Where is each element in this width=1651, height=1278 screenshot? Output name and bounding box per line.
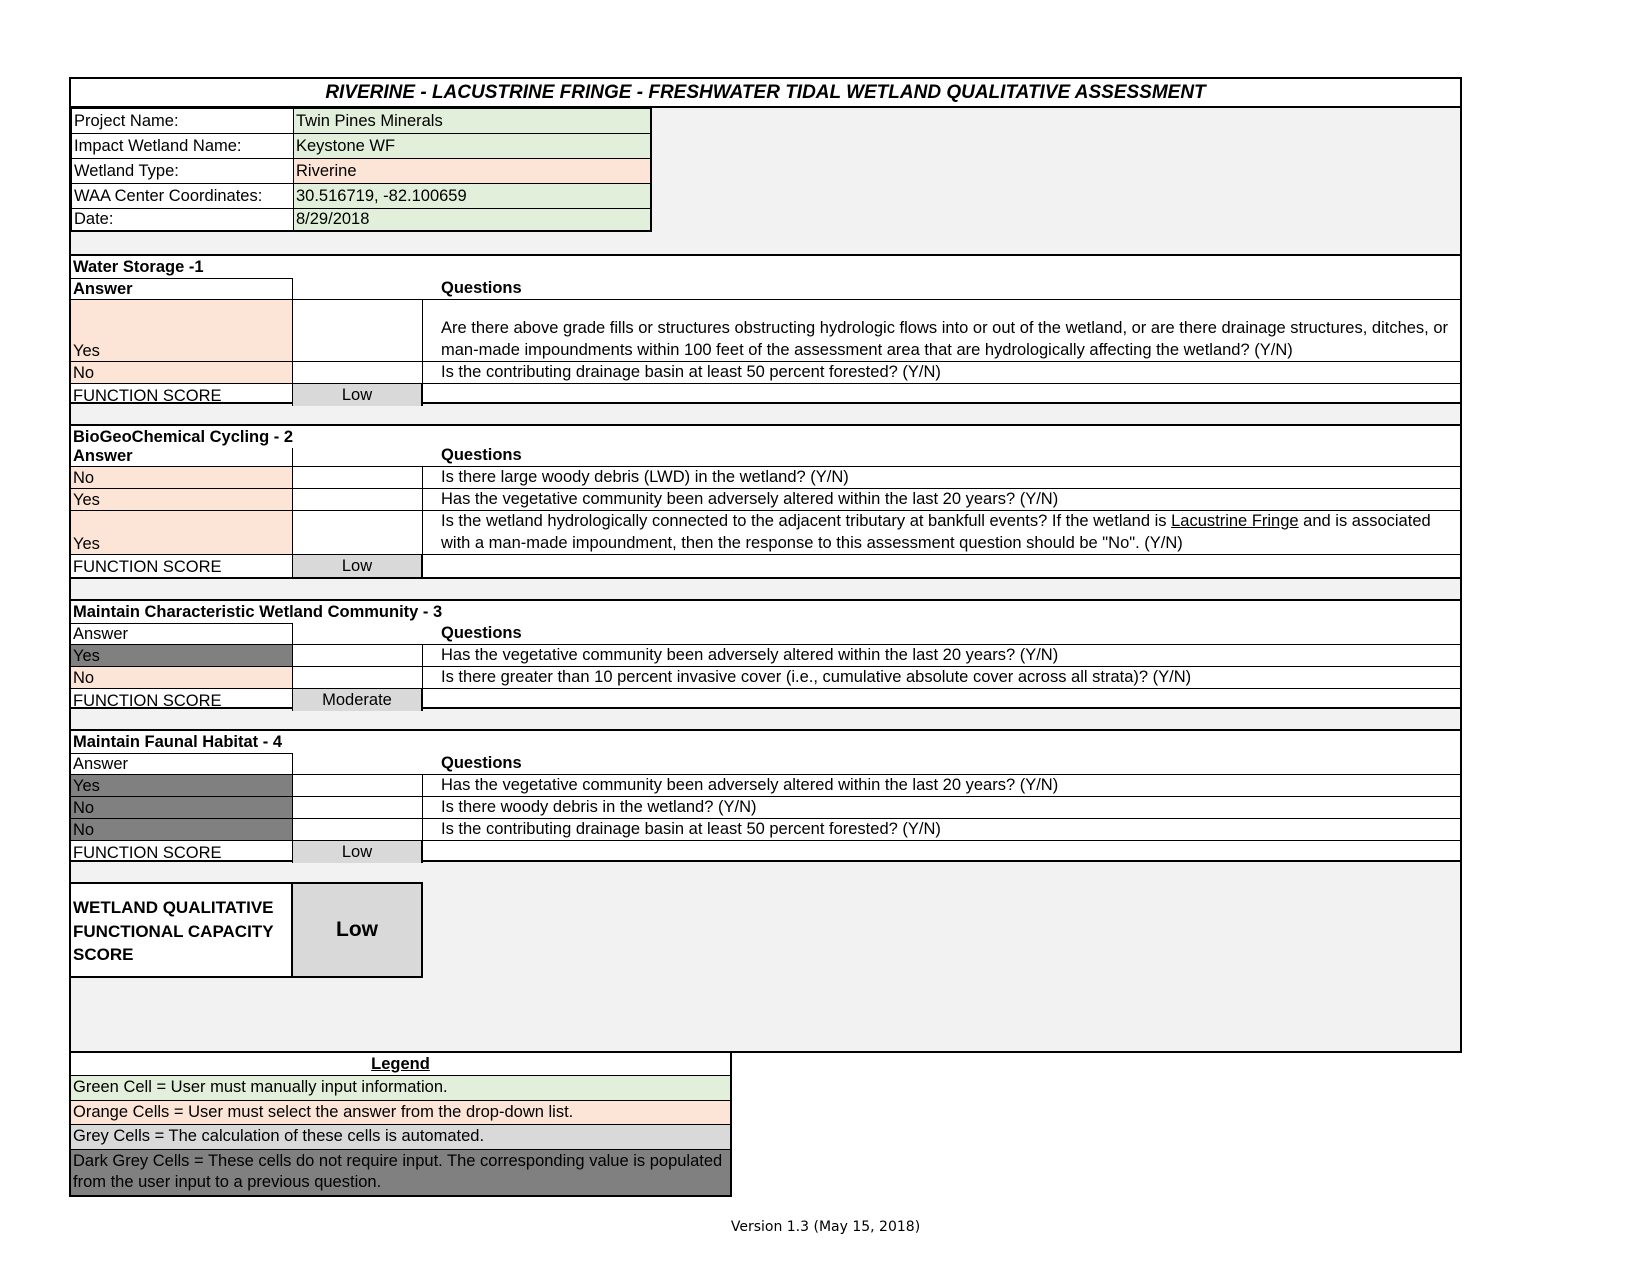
assessment-sheet: [69, 77, 1462, 1053]
question-text: Is there large woody debris (LWD) in the wetland? (Y/N): [441, 467, 849, 486]
section-title: BioGeoChemical Cycling - 2: [73, 428, 294, 446]
coords-label: WAA Center Coordinates:: [72, 184, 294, 209]
section-title: Maintain Faunal Habitat - 4: [73, 733, 283, 751]
wetland-type-label: Wetland Type:: [72, 159, 294, 184]
legend-orange: Orange Cells = User must select the answer from the drop-down list.: [71, 1101, 730, 1126]
question-text: Is there greater than 10 percent invasive cover (i.e., cumulative absolute cover across all strata)? (Y/N): [441, 667, 1192, 686]
question-text: Has the vegetative community been adversely altered within the last 20 years? (Y/N): [441, 775, 1059, 794]
function-score-label: FUNCTION SCORE: [71, 384, 293, 406]
answer-select[interactable]: Yes: [71, 511, 293, 554]
answer-header: Answer: [71, 448, 293, 466]
function-score-label: FUNCTION SCORE: [71, 555, 293, 577]
answer-auto: No: [71, 797, 293, 818]
question-text: Is the contributing drainage basin at least 50 percent forested? (Y/N): [441, 362, 941, 381]
function-score-label: FUNCTION SCORE: [71, 841, 293, 863]
answer-header: Answer: [71, 753, 293, 774]
questions-header: Questions: [441, 278, 522, 297]
function-score-value: Moderate: [293, 689, 423, 711]
legend-green: Green Cell = User must manually input information.: [71, 1076, 730, 1101]
answer-auto: Yes: [71, 645, 293, 666]
question-text: Has the vegetative community been adversely altered within the last 20 years? (Y/N): [441, 489, 1059, 508]
version-footer: Version 1.3 (May 15, 2018): [730, 1219, 921, 1235]
legend: [69, 1053, 732, 1197]
answer-select[interactable]: Yes: [71, 300, 293, 361]
question-text: Has the vegetative community been adversely altered within the last 20 years? (Y/N): [441, 645, 1059, 664]
function-score-value: Low: [293, 841, 423, 863]
section-faunal-habitat: [71, 729, 1460, 862]
answer-select[interactable]: No: [71, 467, 293, 488]
function-score-label: FUNCTION SCORE: [71, 689, 293, 711]
answer-select[interactable]: Yes: [71, 489, 293, 510]
answer-auto: No: [71, 819, 293, 840]
legend-grey: Grey Cells = The calculation of these cells is automated.: [71, 1125, 730, 1150]
question-text: Is the wetland hydrologically connected to the adjacent tributary at bankfull events? If the wetland is Lacustrine Fringe and is associated with a man-made impoundment, then the response to this assessment question should be "No". (Y/N): [441, 512, 1431, 552]
section-wetland-community: [71, 599, 1460, 709]
function-score-value: Low: [293, 384, 423, 406]
answer-auto: Yes: [71, 775, 293, 796]
page-title: RIVERINE - LACUSTRINE FRINGE - FRESHWATER TIDAL WETLAND QUALITATIVE ASSESSMENT: [71, 79, 1460, 108]
impact-wetland-label: Impact Wetland Name:: [72, 134, 294, 159]
question-text: Are there above grade fills or structures obstructing hydrologic flows into or out of the wetland, or are there drainage structures, ditches, or man-made impoundments within 100 feet of the assessment area that are hydrologically affecting the wetland? (Y/N): [441, 319, 1449, 359]
answer-select[interactable]: No: [71, 667, 293, 688]
answer-header: Answer: [71, 623, 293, 644]
section-title: Maintain Characteristic Wetland Community - 3: [73, 603, 443, 621]
final-score-value: Low: [293, 884, 423, 976]
answer-header: Answer: [71, 278, 293, 299]
wetland-type-select[interactable]: Riverine: [294, 159, 652, 184]
legend-title: Legend: [71, 1053, 730, 1076]
function-score-value: Low: [293, 555, 423, 577]
coords-field[interactable]: 30.516719, -82.100659: [294, 184, 652, 209]
questions-header: Questions: [441, 623, 522, 642]
section-biogeochemical-cycling: [71, 424, 1460, 579]
legend-dark-grey: Dark Grey Cells = These cells do not require input. The corresponding value is populated from the user input to a previous question.: [71, 1150, 730, 1195]
final-score-box: [71, 882, 423, 978]
questions-header: Questions: [441, 445, 522, 464]
questions-header: Questions: [441, 753, 522, 772]
project-info-table: [71, 108, 652, 232]
date-field[interactable]: 8/29/2018: [294, 209, 652, 231]
project-name-field[interactable]: Twin Pines Minerals: [294, 109, 652, 134]
section-water-storage: [71, 254, 1460, 404]
answer-select[interactable]: No: [71, 362, 293, 383]
question-text: Is there woody debris in the wetland? (Y/N): [441, 797, 757, 816]
impact-wetland-field[interactable]: Keystone WF: [294, 134, 652, 159]
date-label: Date:: [72, 209, 294, 231]
lacustrine-fringe-link: Lacustrine Fringe: [1171, 512, 1299, 530]
question-text: Is the contributing drainage basin at least 50 percent forested? (Y/N): [441, 819, 941, 838]
project-name-label: Project Name:: [72, 109, 294, 134]
final-score-label: WETLAND QUALITATIVE FUNCTIONAL CAPACITY SCORE: [71, 884, 293, 976]
section-title: Water Storage -1: [73, 258, 204, 276]
